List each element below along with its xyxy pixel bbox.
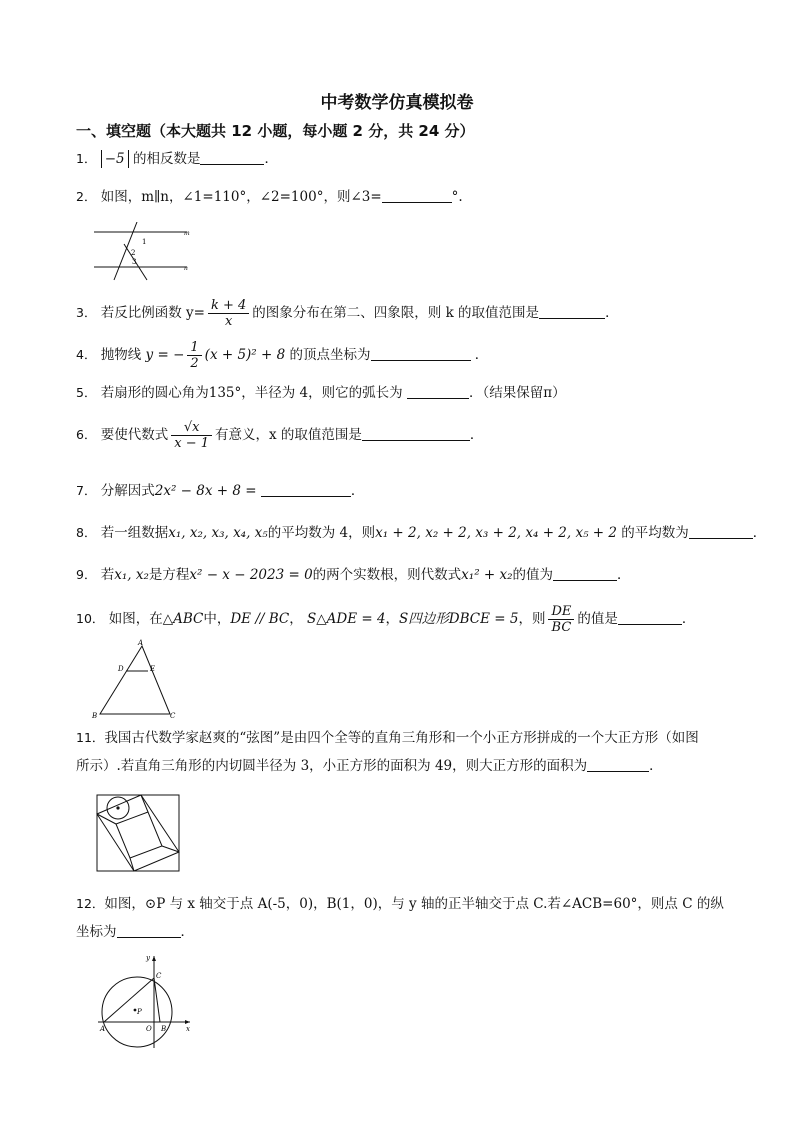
fraction: $\frac{DE}{BC}$ [548,604,574,635]
answer-blank[interactable] [371,346,471,361]
label-B: B [161,1025,167,1033]
answer-blank[interactable] [407,384,469,399]
abs-expression: −5 [101,150,129,168]
question-6: 6． 要使代数式 $\frac{√x}{x - 1}$ 有意义，x 的取值范围是 ． [76,420,484,451]
answer-blank[interactable] [200,150,264,165]
label-A: A [100,1025,106,1033]
label-y: y [146,954,150,962]
question-1: 1． −5 的相反数是 ． [76,151,278,167]
label-x: x [186,1025,190,1033]
answer-blank[interactable] [587,757,649,772]
label-1: 1 [142,238,147,246]
label-E: E [150,665,156,673]
page-title: 中考数学仿真模拟卷 [320,93,474,113]
answer-blank[interactable] [261,482,351,497]
zhao-shuang-square-figure [96,794,182,874]
label-m: m [184,230,190,237]
question-9: 9． 若x₁, x₂是方程x² − x − 2023 = 0的两个实数根，则代数式x₁² + x₂的值为 ． [76,567,631,583]
triangle-figure [90,638,180,720]
question-10: 10． 如图，在△ABC中，DE // BC， S△ADE = 4，S四边形DBCE = 5，则 $\frac{DE}{BC}$ 的值是 ． [76,604,696,635]
label-3: 3 [132,258,137,266]
answer-blank[interactable] [117,923,181,938]
label-2: 2 [131,249,136,257]
label-C: C [170,712,176,720]
label-D: D [118,665,124,673]
answer-blank[interactable] [553,566,617,581]
label-n: n [184,265,188,272]
answer-blank[interactable] [362,426,470,441]
answer-blank[interactable] [539,304,605,319]
question-7: 7． 分解因式2x² − 8x + 8 = ． [76,483,365,499]
fraction: $\frac{k + 4}{x}$ [208,298,249,329]
fraction: $\frac{√x}{x - 1}$ [171,420,212,451]
label-C: C [156,972,162,980]
fraction: $\frac{1}{2}$ [187,340,201,371]
label-O: O [146,1025,152,1033]
label-P: P [137,1008,142,1016]
question-3: 3． 若反比例函数 y= $\frac{k + 4}{x}$ 的图象分布在第二、四象限，则 k 的取值范围是 ． [76,298,619,329]
parallel-lines-figure [92,222,192,282]
label-B: B [92,712,98,720]
circle-coordinate-figure [96,952,196,1052]
question-11: 11．我国古代数学家赵爽的“弦图”是由四个全等的直角三角形和一个小正方形拼成的一个大正方形（如图 所示）.若直角三角形的内切圆半径为 3，小正方形的面积为 49，则大正方形的面积为 ． [76,730,699,774]
question-12: 12．如图，⊙P 与 x 轴交于点 A(-5，0)，B(1，0)，与 y 轴的正半轴交于点 C.若∠ACB=60°，则点 C 的纵 坐标为 ． [76,896,724,940]
question-4: 4． 抛物线 y = − $\frac{1}{2}$ (x + 5)² + 8 的顶点坐标为 ． [76,340,489,371]
question-5: 5． 若扇形的圆心角为135°，半径为 4，则它的弧长为 ．（结果保留π） [76,385,566,401]
question-8: 8． 若一组数据x₁, x₂, x₃, x₄, x₅的平均数为 4，则x₁ + 2, x₂ + 2, x₃ + 2, x₄ + 2, x₅ + 2 的平均数为 ． [76,525,767,541]
question-2: 2． 如图，m∥n，∠1=110°，∠2=100°，则∠3= °. [76,189,463,205]
answer-blank[interactable] [382,188,452,203]
answer-blank[interactable] [689,524,753,539]
section-heading: 一、填空题（本大题共 12 小题，每小题 2 分，共 24 分） [76,122,475,140]
answer-blank[interactable] [618,610,682,625]
label-A: A [138,639,144,647]
